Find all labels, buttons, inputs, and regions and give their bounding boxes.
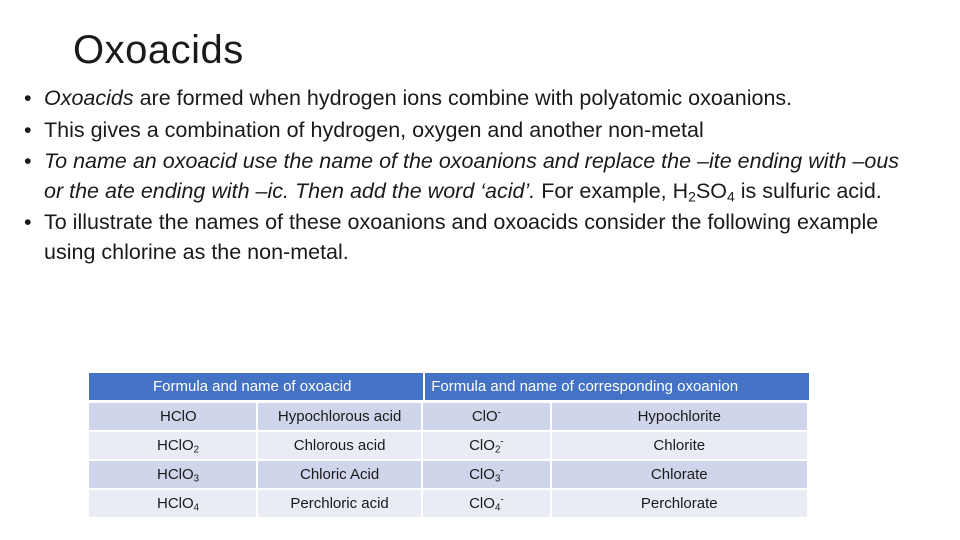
bullet-2-text: This gives a combination of hydrogen, oxygen and another non-metal [44, 117, 704, 142]
anion-name: Perchlorate [552, 490, 809, 519]
anion-name: Chlorate [552, 461, 809, 490]
bullet-3-text-b: SO [695, 178, 728, 203]
bullet-list [24, 84, 924, 269]
anion-formula [423, 403, 551, 432]
anion-formula-base: ClO [469, 495, 495, 512]
anion-formula-sub: 3 [494, 473, 501, 485]
anion-formula [423, 432, 551, 461]
acid-formula-base: HClO [157, 495, 194, 512]
anion-charge: - [500, 436, 504, 448]
anion-charge: - [500, 465, 504, 477]
bullet-4-text: To illustrate the names of these oxoanions and oxoacids consider the following example using chlorine as the non-metal. [44, 210, 879, 264]
anion-formula [423, 461, 551, 490]
anion-name: Hypochlorite [552, 403, 809, 432]
anion-name: Chlorite [552, 432, 809, 461]
acid-name: Chloric Acid [258, 461, 423, 490]
anion-formula-base: ClO [469, 437, 495, 454]
bullet-3-text-a: For example, H [535, 178, 689, 203]
acid-formula-base: HClO [157, 437, 194, 454]
table-row [89, 403, 809, 432]
acid-formula-base: HClO [157, 466, 194, 483]
anion-formula-base: ClO [471, 408, 498, 425]
table-row [89, 461, 809, 490]
anion-formula-sub: 2 [494, 444, 501, 456]
table-row [89, 432, 809, 461]
bullet-marker: • [24, 149, 32, 173]
bullet-3-text-c: is sulfuric acid. [734, 178, 882, 203]
acid-formula-sub: 4 [193, 502, 200, 514]
acid-name: Perchloric acid [258, 490, 423, 519]
slide-title: Oxoacids [73, 28, 244, 72]
bullet-item [24, 147, 924, 206]
acid-formula [89, 461, 258, 490]
acid-formula-sub: 2 [193, 444, 200, 456]
anion-formula [423, 490, 551, 519]
acid-formula-sub: 3 [193, 473, 200, 485]
bullet-item [24, 84, 924, 114]
anion-charge: - [500, 494, 504, 506]
bullet-marker: • [24, 210, 32, 234]
table-row [89, 490, 809, 519]
acid-name: Hypochlorous acid [258, 403, 423, 432]
acid-formula-base: HClO [160, 408, 197, 425]
bullet-3-italic: To name an oxoacid use the name of the oxoanions and replace the –ite ending with –ous or the ate ending with –ic. Then add the word ‘acid’. [44, 149, 900, 203]
bullet-marker: • [24, 86, 32, 110]
bullet-marker: • [24, 117, 32, 142]
bullet-1-text: are formed when hydrogen ions combine with polyatomic oxoanions. [133, 86, 793, 110]
bullet-3-sub-b: 4 [727, 187, 735, 204]
acid-formula [89, 490, 258, 519]
header-oxoanion: Formula and name of corresponding oxoanion [423, 373, 809, 403]
table-header-row [89, 373, 809, 403]
bullet-3-sub-a: 2 [688, 187, 696, 204]
anion-charge: - [497, 407, 501, 419]
acid-formula [89, 403, 258, 432]
bullet-1-italic: Oxoacids [44, 86, 134, 110]
anion-formula-base: ClO [469, 466, 495, 483]
header-oxoacid: Formula and name of oxoacid [89, 373, 423, 403]
acid-formula [89, 432, 258, 461]
bullet-item [24, 116, 924, 146]
bullet-item [24, 208, 924, 267]
anion-formula-sub: 4 [494, 502, 501, 514]
oxoacid-table [89, 373, 809, 519]
acid-name: Chlorous acid [258, 432, 423, 461]
